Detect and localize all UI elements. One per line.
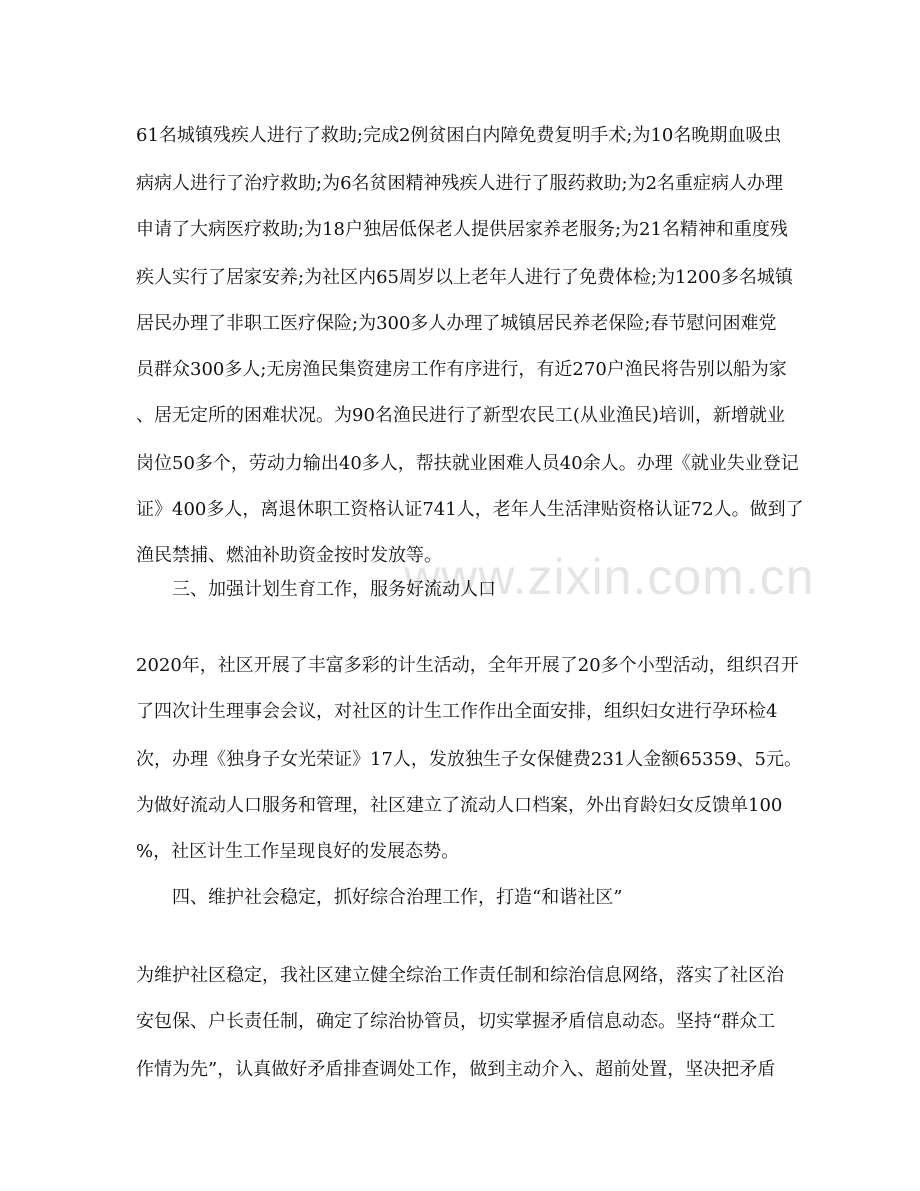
- paragraph-line: 员群众300多人;无房渔民集资建房工作有序进行，有近270户渔民将告别以船为家: [136, 359, 787, 380]
- paragraph-line: 申请了大病医疗救助;为18户独居低保老人提供居家养老服务;为21名精神和重度残: [136, 219, 788, 240]
- paragraph-line: 为做好流动人口服务和管理，社区建立了流动人口档案，外出育龄妇女反馈单100: [136, 795, 783, 816]
- paragraph-line: 作情为先”，认真做好矛盾排查调处工作，做到主动介入、超前处置，坚决把矛盾: [136, 1059, 776, 1080]
- section-heading-family-planning: 三、加强计划生育工作，服务好流动人口: [172, 579, 496, 600]
- watermark-text: www.zixin.com.cn: [404, 549, 815, 605]
- paragraph-line: 岗位50多个，劳动力输出40多人，帮扶就业困难人员40余人。办理《就业失业登记: [136, 453, 799, 474]
- paragraph-line: 病病人进行了治疗救助;为6名贫困精神残疾人进行了服药救助;为2名重症病人办理: [136, 173, 784, 194]
- paragraph-line: 为维护社区稳定，我社区建立健全综治工作责任制和综治信息网络，落实了社区治: [136, 965, 784, 986]
- paragraph-line: 61名城镇残疾人进行了救助;完成2例贫困白内障免费复明手术;为10名晚期血吸虫: [136, 125, 782, 146]
- paragraph-line: 居民办理了非职工医疗保险;为300多人办理了城镇居民养老保险;春节慰问困难党: [136, 313, 777, 334]
- paragraph-line: 次，办理《独身子女光荣证》17人，发放独生子女保健费231人金额65359、5元。: [136, 749, 802, 770]
- paragraph-line: %，社区计生工作呈现良好的发展态势。: [136, 841, 460, 862]
- paragraph-line: 疾人实行了居家安养;为社区内65周岁以上老年人进行了免费体检;为1200多名城镇: [136, 267, 793, 288]
- paragraph-line: 2020年，社区开展了丰富多彩的计生活动，全年开展了20多个小型活动，组织召开: [136, 655, 799, 676]
- paragraph-line: 了四次计生理事会会议，对社区的计生工作作出全面安排，组织妇女进行孕环检4: [136, 701, 778, 722]
- paragraph-line: 渔民禁捕、燃油补助资金按时发放等。: [136, 545, 442, 566]
- paragraph-line: 证》400多人，离退休职工资格认证741人，老年人生活津贴资格认证72人。做到了: [136, 499, 804, 520]
- paragraph-line: 安包保、户长责任制，确定了综治协管员，切实掌握矛盾信息动态。坚持“群众工: [136, 1011, 776, 1032]
- paragraph-line: 、居无定所的困难状况。为90名渔民进行了新型农民工(从业渔民)培训，新增就业: [136, 405, 785, 426]
- section-heading-social-stability: 四、维护社会稳定，抓好综合治理工作，打造“和谐社区”: [172, 887, 623, 908]
